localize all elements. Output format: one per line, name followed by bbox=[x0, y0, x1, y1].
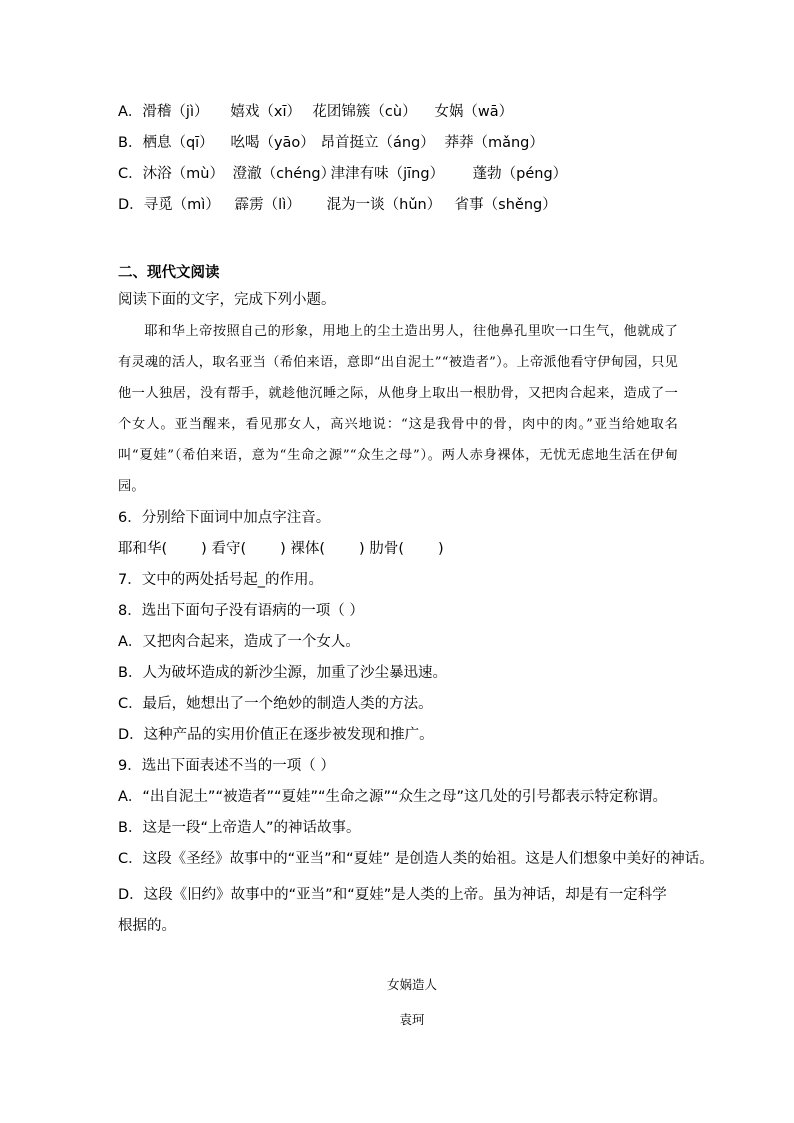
word-leigu: ) 肋骨( bbox=[359, 541, 404, 557]
question-9-option-b: B．这是一段“上帝造人”的神话故事。 bbox=[118, 820, 361, 836]
option-word: 省事（shěng） bbox=[454, 197, 557, 213]
option-word: 昂首挺立（áng） bbox=[320, 135, 435, 151]
section-title: 二、现代文阅读 bbox=[118, 265, 220, 281]
question-8-option-a: A．又把肉合起来，造成了一个女人。 bbox=[118, 634, 360, 650]
option-word: 混为一谈（hǔn） bbox=[326, 197, 442, 213]
question-8-option-d: D．这种产品的实用价值正在逐步被发现和推广。 bbox=[118, 727, 434, 743]
blank-close: ) bbox=[437, 541, 444, 557]
option-c bbox=[118, 164, 567, 184]
question-9-stem: 9．选出下面表述不当的一项（ ） bbox=[118, 758, 335, 774]
option-word: 莽莽（mǎng） bbox=[444, 135, 544, 151]
option-word: 栖息（qī） bbox=[142, 135, 214, 151]
option-label: A． bbox=[118, 104, 143, 120]
reading-passage: 耶和华上帝按照自己的形象，用地上的尘土造出男人，往他鼻孔里吹一口生气，他就成了有灵魂的活人，取名亚当（希伯来语，意即“出自泥土”“被造者”）。上帝派他看守伊甸园，只见他一人独居，没有帮手，就趁他沉睡之际，从他身上取出一根肋骨，又把肉合起来，造成了一个女人。亚当醒来，看见那女人，高兴地说：“这是我骨中的骨，肉中的肉。”亚当给她取名叫“夏娃”（希伯来语，意为“生命之源”“众生之母”）。两人赤身裸体，无忧无虑地生活在伊甸园。 bbox=[118, 324, 678, 494]
option-label: D． bbox=[118, 197, 144, 213]
option-word: 嬉戏（xī） bbox=[230, 104, 302, 120]
option-word: 蓬勃（péng） bbox=[472, 166, 568, 182]
option-word: 滑稽（jì） bbox=[142, 104, 209, 120]
option-word: 沐浴（mù） bbox=[142, 166, 224, 182]
option-word: 花团锦簇（cù） bbox=[312, 104, 417, 120]
question-9-option-d: D．这段《旧约》故事中的“亚当”和“夏娃”是人类的上帝。虽为神话，却是有一定科学根据的。 bbox=[118, 887, 667, 934]
option-word: 吆喝（yāo） bbox=[230, 135, 315, 151]
word-luoti: ) 裸体( bbox=[280, 541, 326, 557]
option-word: 澄澈（chéng） bbox=[232, 166, 336, 182]
next-text-author: 袁珂 bbox=[399, 1012, 425, 1027]
question-9-option-a: A．“出自泥土”“被造者”“夏娃”“生命之源”“众生之母”这几处的引号都表示特定称谓。 bbox=[118, 789, 668, 805]
question-6-blanks bbox=[118, 539, 444, 559]
option-d bbox=[118, 195, 557, 215]
next-text-title: 女娲造人 bbox=[386, 977, 437, 992]
option-a bbox=[118, 102, 513, 122]
question-7-stem: 7．文中的两处括号起_的作用。 bbox=[118, 572, 323, 588]
word-yehehua: 耶和华( bbox=[118, 541, 168, 557]
question-8-option-b: B．人为破坏造成的新沙尘源，加重了沙尘暴迅速。 bbox=[118, 665, 447, 681]
section-instruction: 阅读下面的文字，完成下列小题。 bbox=[118, 292, 336, 308]
option-word: 寻觅（mì） bbox=[143, 197, 220, 213]
option-word: 霹雳（lì） bbox=[234, 197, 301, 213]
option-label: C． bbox=[118, 166, 143, 182]
question-9-option-c: C．这段《圣经》故事中的“亚当”和“夏娃” 是创造人类的始祖。这是人们想象中美好的神话。 bbox=[118, 851, 714, 867]
option-word: 女娲（wā） bbox=[434, 104, 514, 120]
question-8-option-c: C．最后，她想出了一个绝妙的制造人类的方法。 bbox=[118, 696, 433, 712]
word-kanshou: ) 看守( bbox=[201, 541, 247, 557]
question-6-stem: 6．分别给下面词中加点字注音。 bbox=[118, 510, 331, 526]
option-word: 津津有味（jīng） bbox=[330, 166, 445, 182]
question-8-stem: 8．选出下面句子没有语病的一项（ ） bbox=[118, 603, 364, 619]
option-b bbox=[118, 133, 544, 153]
option-label: B． bbox=[118, 135, 143, 151]
